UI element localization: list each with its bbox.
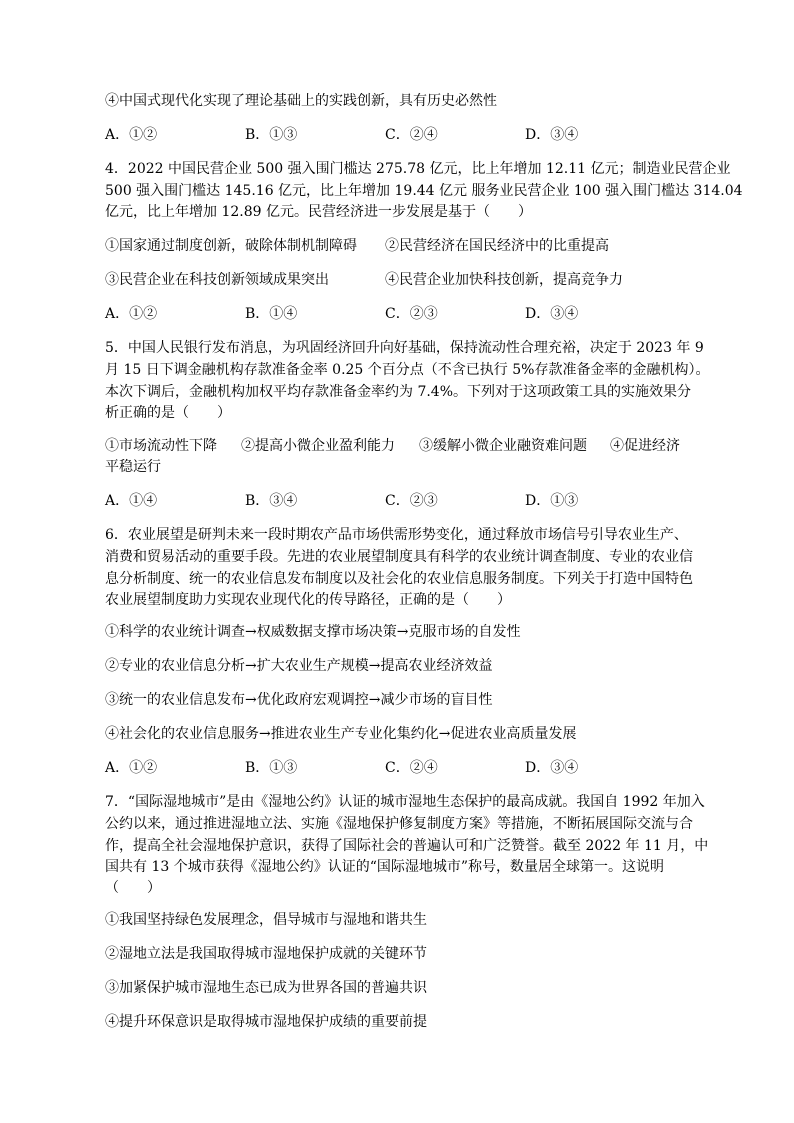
q7-stem-line: 国共有 13 个城市获得《湿地公约》认证的“国际湿地城市”称号，数量居全球第一。这说明 <box>105 859 665 875</box>
q4-statement-1: ①国家通过制度创新，破除体制机制障碍 <box>105 238 357 254</box>
q4-stem-line: 500 强入围门槛达 145.16 亿元，比上年增加 19.44 亿元 服务业民营企业 100 强入围门槛达 314.04 <box>105 183 743 199</box>
q7-stem-line: （ ） <box>105 880 161 896</box>
q5-options <box>105 491 665 511</box>
q3-option-b[interactable]: B．①③ <box>245 127 298 143</box>
q4-option-a[interactable]: A．①② <box>105 306 158 322</box>
q6-statement-4: ④社会化的农业信息服务→推进农业生产专业化集约化→促进农业高质量发展 <box>105 726 577 742</box>
q5-option-c[interactable]: C．②③ <box>385 493 438 509</box>
q5-statement-4: ④促进经济 <box>610 438 680 454</box>
q7-statement-1: ①我国坚持绿色发展理念，倡导城市与湿地和谐共生 <box>105 912 427 928</box>
q4-statements-row-2 <box>105 270 665 290</box>
q6-statement-3: ③统一的农业信息发布→优化政府宏观调控→减少市场的盲目性 <box>105 692 493 708</box>
q6-stem-line: 6．农业展望是研判未来一段时期农产品市场供需形势变化，通过释放市场信号引导农业生产、 <box>105 527 688 543</box>
q4-option-c[interactable]: C．②③ <box>385 306 438 322</box>
q5-option-d[interactable]: D．①③ <box>525 493 579 509</box>
q4-option-d[interactable]: D．③④ <box>525 306 579 322</box>
q5-stem-line: 月 15 日下调金融机构存款准备金率 0.25 个百分点（不含已执行 5%存款准备金率的金融机构）。 <box>105 362 710 378</box>
q6-statement-1: ①科学的农业统计调查→权威数据支撑市场决策→克服市场的自发性 <box>105 624 521 640</box>
q7-statement-3: ③加紧保护城市湿地生态已成为世界各国的普遍共识 <box>105 980 427 996</box>
q4-statement-3: ③民营企业在科技创新领域成果突出 <box>105 272 329 288</box>
q4-statement-4: ④民营企业加快科技创新，提高竞争力 <box>385 272 623 288</box>
q7-stem-line: 7．“国际湿地城市”是由《湿地公约》认证的城市湿地生态保护的最高成就。我国自 1992 年加入 <box>105 794 705 810</box>
q6-option-c[interactable]: C．②④ <box>385 760 438 776</box>
q6-options <box>105 758 665 778</box>
q4-stem-line: 4．2022 中国民营企业 500 强入围门槛达 275.78 亿元，比上年增加 12.11 亿元；制造业民营企业 <box>105 161 731 177</box>
q6-stem-line: 息分析制度、统一的农业信息发布制度以及社会化的农业信息服务制度。下列关于打造中国特色 <box>105 571 693 587</box>
q5-stem-line: 析正确的是（ ） <box>105 405 231 421</box>
q3-option-d[interactable]: D．③④ <box>525 127 579 143</box>
q5-statement-4-cont: 平稳运行 <box>105 459 161 475</box>
q3-statement-4: ④中国式现代化实现了理论基础上的实践创新，具有历史必然性 <box>105 93 497 109</box>
q5-option-b[interactable]: B．③④ <box>245 493 298 509</box>
q5-stem-line: 5．中国人民银行发布消息，为巩固经济回升向好基础，保持流动性合理充裕，决定于 2023 年 9 <box>105 340 704 356</box>
q6-option-b[interactable]: B．①③ <box>245 760 298 776</box>
q4-statements-row-1 <box>105 236 665 256</box>
q5-option-a[interactable]: A．①④ <box>105 493 158 509</box>
q5-stem-line: 本次下调后，金融机构加权平均存款准备金率约为 7.4%。下列对于这项政策工具的实施效果分 <box>105 384 692 400</box>
q4-option-b[interactable]: B．①④ <box>245 306 298 322</box>
q7-stem-line: 公约以来，通过推进湿地立法、实施《湿地保护修复制度方案》等措施，不断拓展国际交流与合 <box>105 816 693 832</box>
q5-statements-row <box>105 436 695 456</box>
q6-stem-line: 消费和贸易活动的重要手段。先进的农业展望制度具有科学的农业统计调查制度、专业的农业信 <box>105 549 693 565</box>
q5-statement-3: ③缓解小微企业融资难问题 <box>419 438 587 454</box>
q6-option-d[interactable]: D．③④ <box>525 760 579 776</box>
q7-stem-line: 作，提高全社会湿地保护意识，获得了国际社会的普遍认可和广泛赞誉。截至 2022 年 11 月，中 <box>105 838 709 854</box>
q6-stem-line: 农业展望制度助力实现农业现代化的传导路径，正确的是（ ） <box>105 592 511 608</box>
q6-statement-2: ②专业的农业信息分析→扩大农业生产规模→提高农业经济效益 <box>105 658 493 674</box>
q7-statement-4: ④提升环保意识是取得城市湿地保护成绩的重要前提 <box>105 1014 427 1030</box>
q5-statement-1: ①市场流动性下降 <box>105 438 217 454</box>
q4-options <box>105 304 665 324</box>
q4-stem-line: 亿元，比上年增加 12.89 亿元。民营经济进一步发展是基于（ ） <box>105 204 532 220</box>
q6-option-a[interactable]: A．①② <box>105 760 158 776</box>
q4-statement-2: ②民营经济在国民经济中的比重提高 <box>385 238 609 254</box>
q3-options <box>105 125 665 145</box>
q7-statement-2: ②湿地立法是我国取得城市湿地保护成就的关键环节 <box>105 946 427 962</box>
q3-option-c[interactable]: C．②④ <box>385 127 438 143</box>
q5-statement-2: ②提高小微企业盈利能力 <box>241 438 395 454</box>
q3-option-a[interactable]: A．①② <box>105 127 158 143</box>
